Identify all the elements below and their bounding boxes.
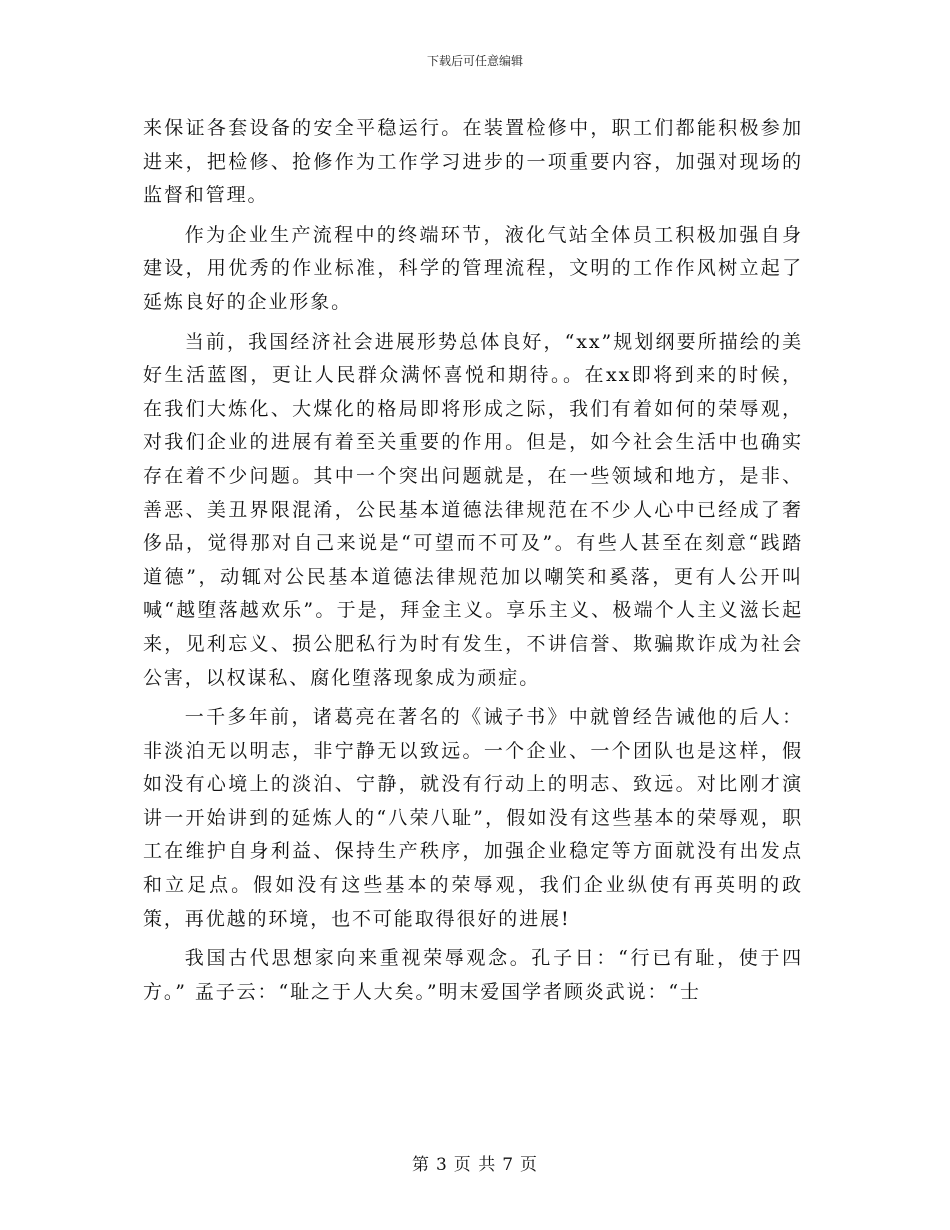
paragraph-3: 当前，我国经济社会进展形势总体良好，“xx”规划纲要所描绘的美好生活蓝图，更让人民群众满怀喜悦和期待。。在xx即将到来的时候，在我们大炼化、大煤化的格局即将形成之际，我们有着如何的荣辱观，对我们企业的进展有着至关重要的作用。但是，如今社会生活中也确实存在着不少问题。其中一个突出问题就是，在一些领域和地方，是非、善恶、美丑界限混淆，公民基本道德法律规范在不少人心中已经成了奢侈品，觉得那对自己来说是“可望而不可及”。有些人甚至在刻意“践踏道德”，动辄对公民基本道德法律规范加以嘲笑和奚落，更有人公开叫喊“越堕落越欢乐”。于是，拜金主义。享乐主义、极端个人主义滋长起来，见利忘义、损公肥私行为时有发生，不讲信誉、欺骗欺诈成为社会公害，以权谋私、腐化堕落现象成为顽症。 xyxy=(143,330,803,689)
paragraph-5: 我国古代思想家向来重视荣辱观念。孔子日：“行已有耻，使于四方。” 孟子云：“耻之于人大矣。”明末爱国学者顾炎武说：“士 xyxy=(143,947,803,1003)
footer-suffix: 页 xyxy=(520,1155,539,1175)
paragraph-1: 来保证各套设备的安全平稳运行。在装置检修中，职工们都能积极参加进来，把检修、抢修作为工作学习进步的一项重要内容，加强对现场的监督和管理。 xyxy=(143,117,803,207)
footer-total-pages: 7 xyxy=(502,1155,515,1175)
footer-middle: 页 共 xyxy=(453,1155,497,1175)
page-footer xyxy=(0,1154,950,1176)
paragraph-4: 一千多年前，诸葛亮在著名的《诫子书》中就曾经告诫他的后人：非淡泊无以明志，非宁静无以致远。一个企业、一个团队也是这样，假如没有心境上的淡泊、宁静，就没有行动上的明志、致远。对比刚才演讲一开始讲到的延炼人的“八荣八耻”，假如没有这些基本的荣辱观，职工在维护自身利益、保持生产秩序，加强企业稳定等方面就没有出发点和立足点。假如没有这些基本的荣辱观，我们企业纵使有再英明的政策，再优越的环境，也不可能取得很好的进展! xyxy=(143,706,803,930)
footer-current-page: 3 xyxy=(435,1155,448,1175)
footer-prefix: 第 xyxy=(411,1155,430,1175)
paragraph-2: 作为企业生产流程中的终端环节，液化气站全体员工积极加强自身建设，用优秀的作业标准，科学的管理流程，文明的工作作风树立起了延炼良好的企业形象。 xyxy=(143,223,803,313)
document-body xyxy=(143,112,803,1009)
page-header: 下载后可任意编辑 xyxy=(426,54,523,68)
